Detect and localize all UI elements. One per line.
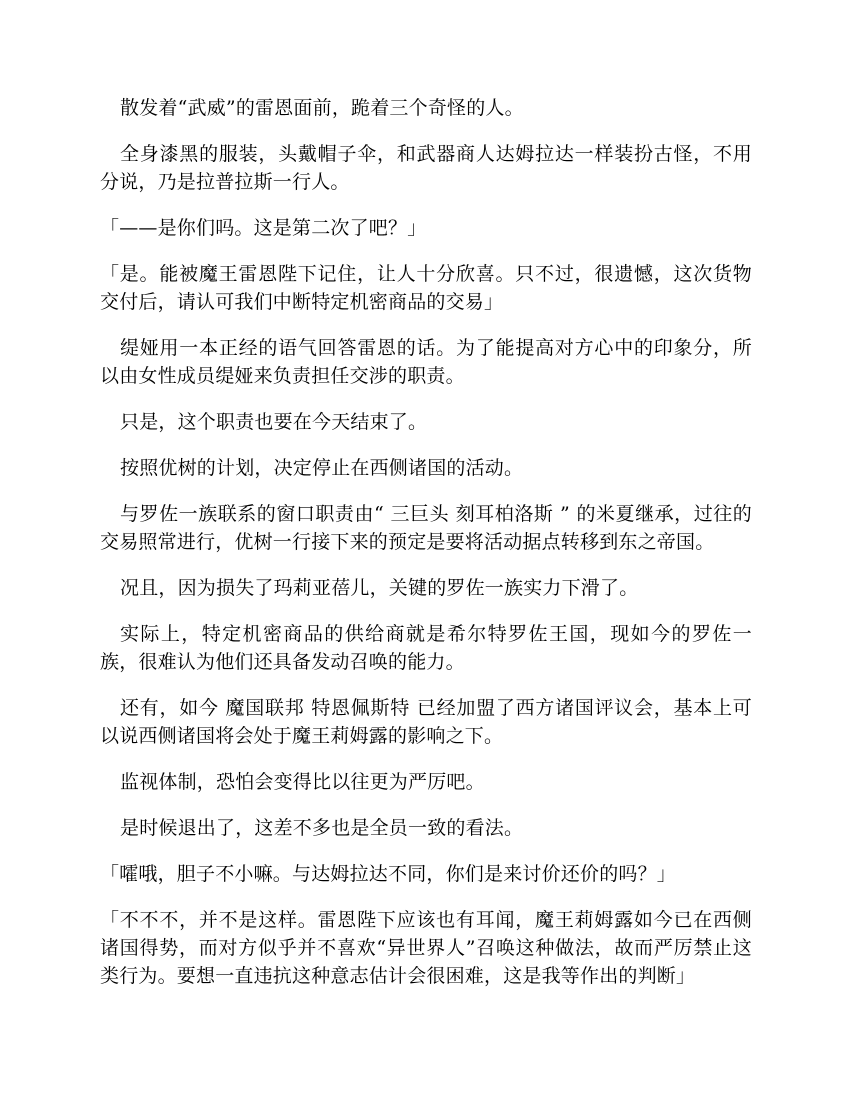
dialogue-paragraph: 「嚯哦，胆子不小嘛。与达姆拉达不同，你们是来讨价还价的吗？」 <box>100 863 677 885</box>
paragraph: 散发着“武威”的雷恩面前，跪着三个奇怪的人。 <box>120 97 524 119</box>
paragraph: 实际上，特定机密商品的供给商就是希尔特罗佐王国，现如今的罗佐一族，很难认为他们还具备发动召唤的能力。 <box>100 623 752 673</box>
paragraph: 缇娅用一本正经的语气回答雷恩的话。为了能提高对方心中的印象分，所以由女性成员缇娅来负责担任交涉的职责。 <box>100 337 752 387</box>
paragraph: 与罗佐一族联系的窗口职责由“ 三巨头 刻耳柏洛斯 ” 的米夏继承，过往的交易照常进行，优树一行接下来的预定是要将活动据点转移到东之帝国。 <box>100 503 752 553</box>
paragraph: 按照优树的计划，决定停止在西侧诸国的活动。 <box>120 457 524 479</box>
paragraph: 全身漆黑的服装，头戴帽子伞，和武器商人达姆拉达一样装扮古怪，不用分说，乃是拉普拉斯一行人。 <box>100 143 752 193</box>
document-page <box>100 94 752 1008</box>
paragraph: 监视体制，恐怕会变得比以往更为严厉吧。 <box>120 771 485 793</box>
dialogue-paragraph: 「——是你们吗。这是第二次了吧？」 <box>100 217 427 239</box>
paragraph: 是时候退出了，这差不多也是全员一致的看法。 <box>120 817 524 839</box>
paragraph: 只是，这个职责也要在今天结束了。 <box>120 411 428 433</box>
dialogue-paragraph: 「不不不，并不是这样。雷恩陛下应该也有耳闻，魔王莉姆露如今已在西侧诸国得势，而对方似乎并不喜欢“异世界人”召唤这种做法，故而严厉禁止这类行为。要想一直违抗这种意志估计会很困难，这是我等作出的判断」 <box>100 909 752 987</box>
paragraph: 还有，如今 魔国联邦 特恩佩斯特 已经加盟了西方诸国评议会，基本上可以说西侧诸国将会处于魔王莉姆露的影响之下。 <box>100 697 752 747</box>
paragraph: 况且，因为损失了玛莉亚蓓儿，关键的罗佐一族实力下滑了。 <box>120 577 639 599</box>
dialogue-paragraph: 「是。能被魔王雷恩陛下记住，让人十分欣喜。只不过，很遗憾，这次货物交付后，请认可我们中断特定机密商品的交易」 <box>100 263 752 313</box>
